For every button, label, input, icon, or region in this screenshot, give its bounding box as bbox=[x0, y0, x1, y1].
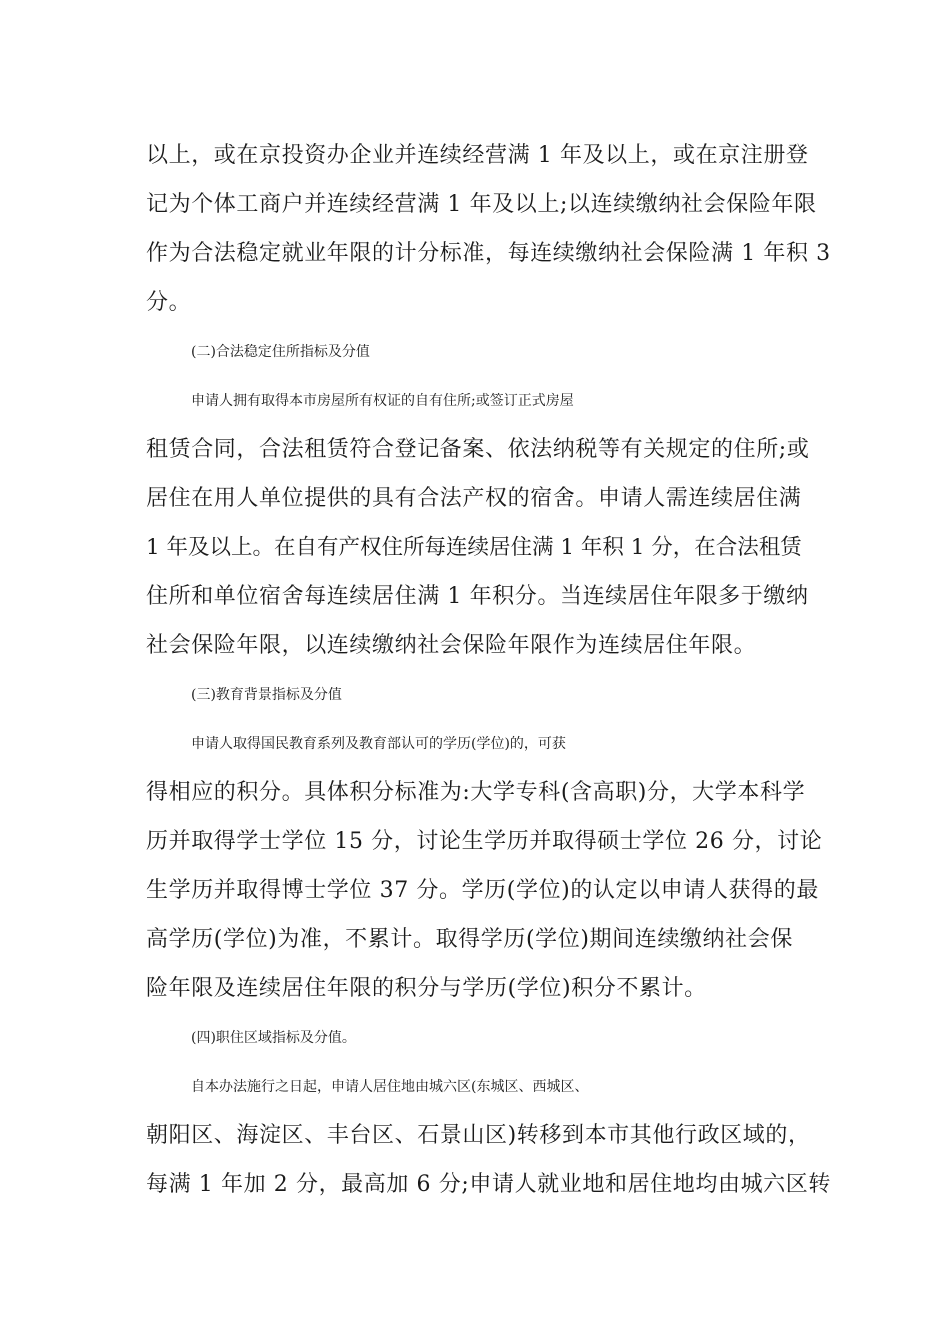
text-line: 自本办法施行之日起，申请人居住地由城六区(东城区、西城区、 bbox=[191, 1079, 589, 1095]
section-heading: (三)教育背景指标及分值 bbox=[191, 687, 342, 703]
text-line: 1 年及以上。在自有产权住所每连续居住满 1 年积 1 分，在合法租赁 bbox=[146, 535, 802, 560]
section-heading: (二)合法稳定住所指标及分值 bbox=[191, 344, 370, 360]
text-line: 高学历(学位)为准，不累计。取得学历(学位)期间连续缴纳社会保 bbox=[146, 927, 793, 952]
text-line: 作为合法稳定就业年限的计分标准，每连续缴纳社会保险满 1 年积 3 bbox=[146, 241, 831, 266]
text-line: 住所和单位宿舍每连续居住满 1 年积分。当连续居住年限多于缴纳 bbox=[146, 584, 809, 609]
text-line: 每满 1 年加 2 分，最高加 6 分;申请人就业地和居住地均由城六区转 bbox=[146, 1172, 831, 1197]
text-line: 社会保险年限，以连续缴纳社会保险年限作为连续居住年限。 bbox=[146, 633, 757, 658]
text-line: 分。 bbox=[146, 290, 192, 315]
text-line: 租赁合同，合法租赁符合登记备案、依法纳税等有关规定的住所;或 bbox=[146, 437, 810, 462]
text-line: 得相应的积分。具体积分标准为:大学专科(含高职)分，大学本科学 bbox=[146, 780, 806, 805]
text-line: 生学历并取得博士学位 37 分。学历(学位)的认定以申请人获得的最 bbox=[146, 878, 819, 903]
text-line: 险年限及连续居住年限的积分与学历(学位)积分不累计。 bbox=[146, 976, 707, 1001]
text-line: 历并取得学士学位 15 分，讨论生学历并取得硕士学位 26 分，讨论 bbox=[146, 829, 823, 854]
text-line: 居住在用人单位提供的具有合法产权的宿舍。申请人需连续居住满 bbox=[146, 486, 802, 511]
text-line: 记为个体工商户并连续经营满 1 年及以上;以连续缴纳社会保险年限 bbox=[146, 192, 817, 217]
text-line: 申请人拥有取得本市房屋所有权证的自有住所;或签订正式房屋 bbox=[191, 393, 574, 409]
text-line: 朝阳区、海淀区、丰台区、石景山区)转移到本市其他行政区域的， bbox=[146, 1123, 811, 1148]
text-line: 申请人取得国民教育系列及教育部认可的学历(学位)的，可获 bbox=[191, 736, 566, 752]
text-line: 以上，或在京投资办企业并连续经营满 1 年及以上，或在京注册登 bbox=[146, 143, 809, 168]
section-heading: (四)职住区域指标及分值。 bbox=[191, 1030, 356, 1046]
